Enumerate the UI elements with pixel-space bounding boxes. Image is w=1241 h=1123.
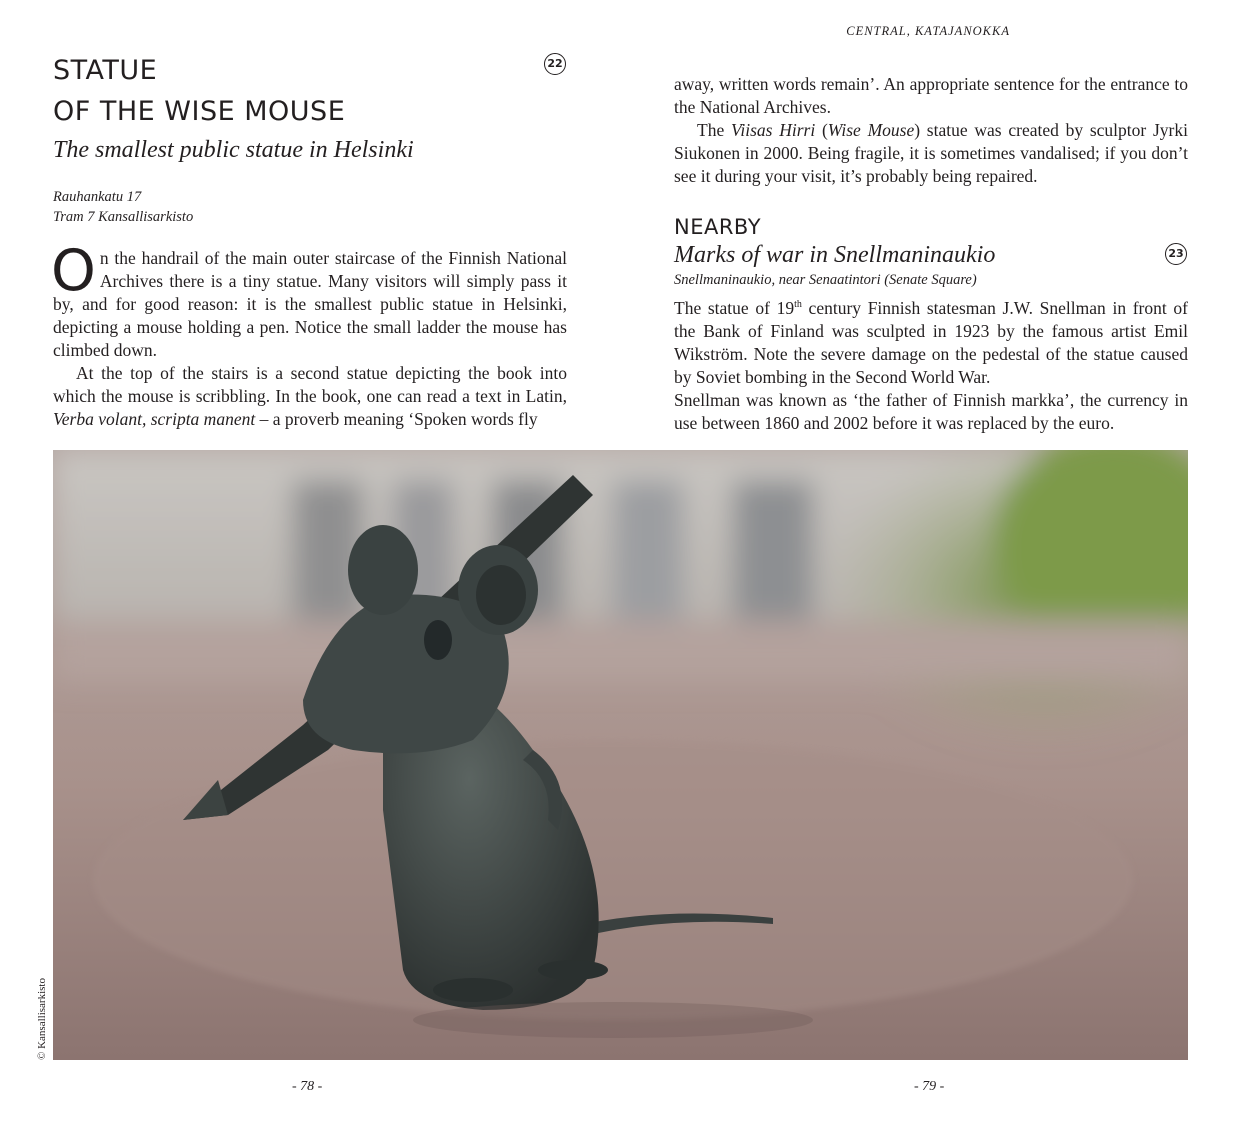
address-block [53,187,193,227]
sculptor-para-paren: ( [815,120,828,140]
nearby-body-text [674,293,1188,435]
page-number-left: - 78 - [292,1079,323,1094]
continued-paragraph: away, written words remain’. An appropriate sentence for the entrance to the National Archives. [674,74,1188,117]
address-street: Rauhankatu 17 [53,189,142,205]
address-tram: Tram 7 Kansallisarkisto [53,209,194,225]
entry-number-badge: 22 [544,53,566,75]
paragraph-2-start: At the top of the stairs is a second statue depicting the book into which the mouse is scribbling. In the book, one can read a text in Latin, [53,363,567,406]
nearby-p1-a: The statue of 19 [674,297,795,318]
paragraph-2 [53,362,567,431]
paragraph-1-text: n the handrail of the main outer staircase of the Finnish National Archives there is a tiny statue. Many visitors will simply pass it by, and for good reason: it is the smallest public statue in Helsinki, depicting a mouse holding a pen. Notice the small ladder the mouse has climbed down. [53,248,567,360]
subtitle: The smallest public statue in Helsinki [53,137,414,163]
left-body-text [51,238,567,431]
running-header: CENTRAL, KATAJANOKKA [846,24,1010,38]
drop-cap: O [51,238,96,304]
sculptor-para-rest: ) statue was created by sculptor Jyrki Siukonen in 2000. Being fragile, it is sometimes vandalised; if you don’t see it during your visit, it’s probably being repaired. [674,120,1188,186]
nearby-paragraph-2: Snellman was known as ‘the father of Finnish markka’, the currency in use between 1860 and 2002 before it was replaced by the euro. [674,389,1188,433]
sculptor-para-start: The [697,120,731,140]
nearby-number-badge: 23 [1165,243,1187,265]
paragraph-1 [51,238,567,362]
title-line-2: OF THE WISE MOUSE [53,96,346,127]
mouse-statue-photo [53,450,1188,1060]
nearby-p1-b: century Finnish statesman J.W. Snellman in front of the Bank of Finland was sculpted in 1923 by the famous artist Emil Wikström. Note the severe damage on the pedestal of the statue caused by Soviet bombing in the Second World War. [674,297,1188,387]
finnish-name: Viisas Hirri [730,120,816,140]
right-body-text [674,73,1188,188]
paragraph-2-end: – a proverb meaning ‘Spoken words fly [255,409,538,429]
nearby-paragraph-1 [674,293,1188,389]
page-title [53,50,533,132]
nearby-address: Snellmaninaukio, near Senaatintori (Senate Square) [674,272,977,288]
title-line-1: STATUE [53,55,158,86]
nearby-heading: NEARBY [674,215,762,239]
latin-phrase: Verba volant, scripta manent [53,409,256,429]
page-number-right: - 79 - [914,1079,945,1094]
photo-credit: © Kansallisarkisto [36,978,48,1060]
nearby-title: Marks of war in Snellmaninaukio [674,242,996,268]
sculptor-paragraph [674,119,1188,188]
ordinal-suffix: th [794,299,802,310]
mouse-statue-illustration [53,450,1188,1060]
english-name: Wise Mouse [827,120,915,140]
